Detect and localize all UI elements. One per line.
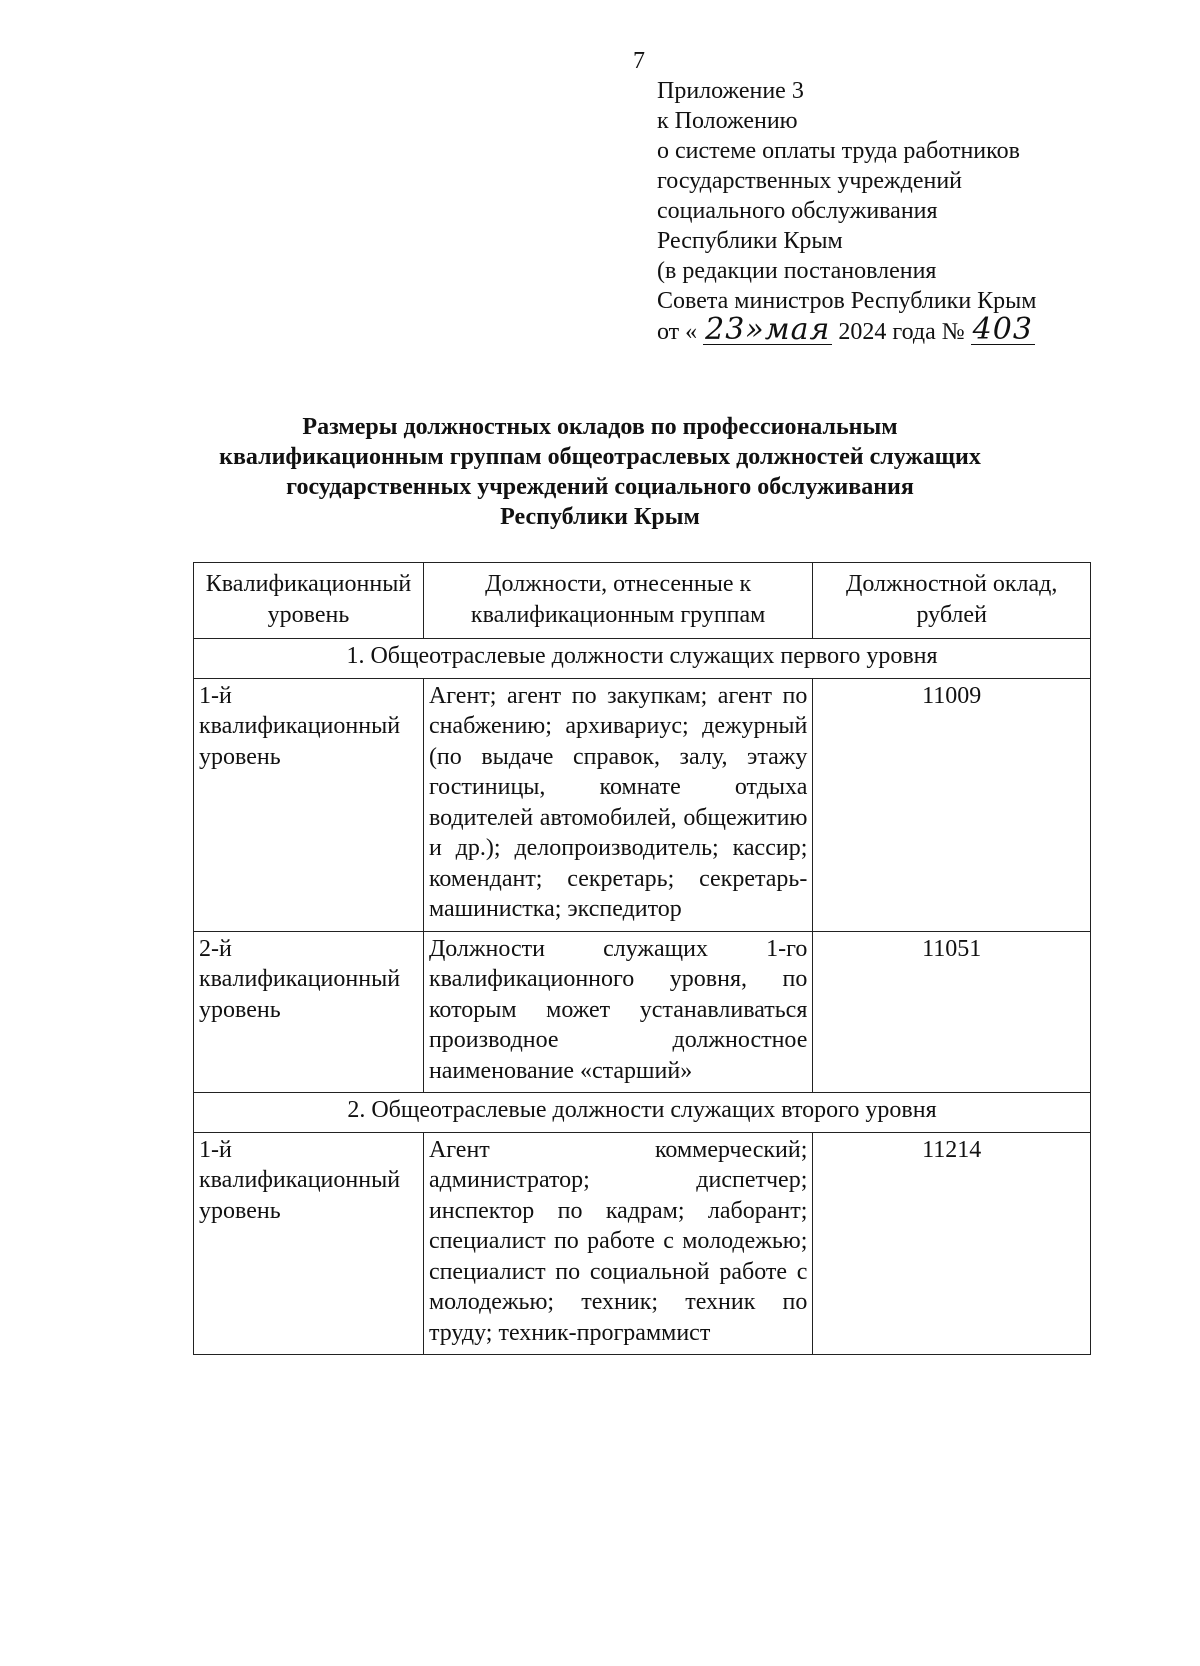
title-line: Размеры должностных окладов по профессиональным [302,414,898,440]
title-line: государственных учреждений социального обслуживания [286,474,914,500]
table-row [194,1132,1091,1355]
appendix-line: о системе оплаты труда работников [657,138,1020,164]
section-title: 1. Общеотраслевые должности служащих первого уровня [194,639,1091,679]
positions-cell: Агент; агент по закупкам; агент по снабжению; архивариус; дежурный (по выдаче справок, залу, этажу гостиницы, комнате отдыха водителей автомобилей, общежитию и др.); делопроизводитель; кассир; комендант; секретарь; секретарь-машинистка; экспедитор [423,678,812,931]
salary-table [193,562,1091,1355]
table-row [194,678,1091,931]
section-title: 2. Общеотраслевые должности служащих второго уровня [194,1093,1091,1133]
date-prefix: от « [657,319,698,345]
appendix-block [657,76,1117,347]
section-row [194,639,1091,679]
header-level: Квалификационный уровень [194,563,424,639]
salary-cell: 11051 [813,931,1091,1093]
date-middle: 2024 года № [838,319,965,345]
appendix-line: Приложение 3 [657,78,804,104]
level-cell: 1-й квалификационный уровень [194,1132,424,1355]
level-cell: 2-й квалификационный уровень [194,931,424,1093]
title-line: квалификационным группам общеотраслевых должностей служащих [219,444,981,470]
appendix-line: к Положению [657,108,798,134]
date-day: 23 [705,312,746,347]
document-title [150,412,1050,532]
appendix-line: (в редакции постановления [657,258,937,284]
appendix-line: социального обслуживания [657,198,938,224]
handwritten-date: 23»мая [705,312,831,347]
positions-cell: Агент коммерческий; администратор; диспетчер; инспектор по кадрам; лаборант; специалист по работе с молодежью; специалист по социальной работе с молодежью; техник; техник по труду; техник-программист [423,1132,812,1355]
appendix-line: государственных учреждений [657,168,963,194]
header-salary: Должностной оклад, рублей [813,563,1091,639]
header-positions: Должности, отнесенные к квалификационным группам [423,563,812,639]
appendix-line: Совета министров Республики Крым [657,288,1037,314]
salary-cell: 11214 [813,1132,1091,1355]
title-line: Республики Крым [500,504,700,530]
section-row [194,1093,1091,1133]
appendix-date-line [657,312,1117,347]
date-month: мая [764,312,831,347]
table-row [194,931,1091,1093]
salary-cell: 11009 [813,678,1091,931]
table-header-row [194,563,1091,639]
page-number: 7 [633,48,645,74]
handwritten-doc-number: 403 [972,312,1033,347]
appendix-line: Республики Крым [657,228,843,254]
level-cell: 1-й квалификационный уровень [194,678,424,931]
positions-cell: Должности служащих 1-го квалификационного уровня, по которым может устанавливаться производное должностное наименование «старший» [423,931,812,1093]
